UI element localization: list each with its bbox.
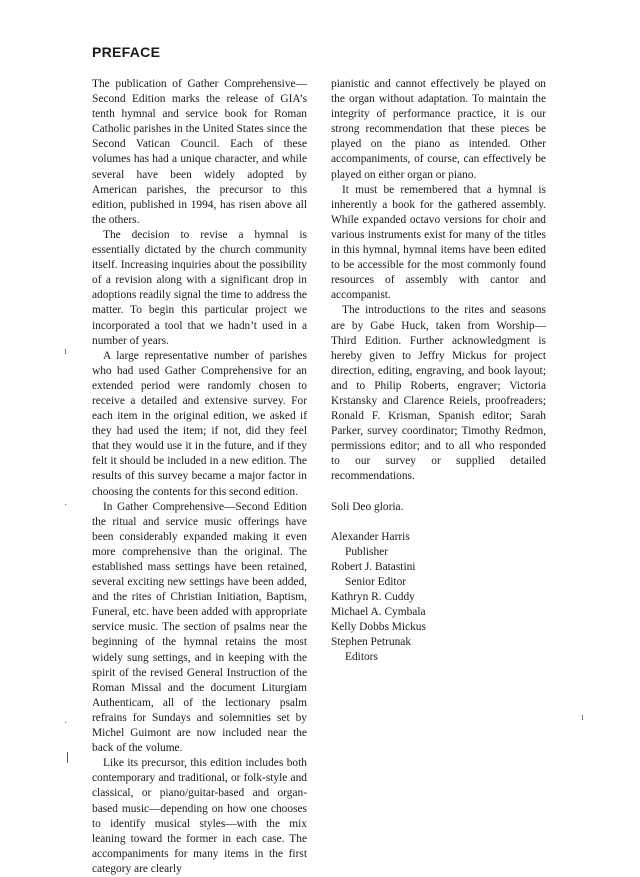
signatory-name: Alexander Harris xyxy=(331,530,410,543)
signatory-role: Senior Editor xyxy=(345,575,407,588)
closing-line: Soli Deo gloria. xyxy=(331,500,404,513)
scan-mark: · xyxy=(64,718,68,729)
signatory-role: Publisher xyxy=(345,545,389,558)
paragraph-5: Like its precursor, this edition includes both contemporary and traditional, or folk-style and classical, or piano/guitar-based and organ-based music—depending on how one chooses to identify musical styles—with the mix leaning toward the former in each case. The accompaniments for many items in the first category are clearly xyxy=(92,757,307,875)
paragraph-2: The decision to revise a hymnal is essentially dictated by the church community itself. Increasing inquiries about the possibility of a revision along with a significant drop in adoptions readily signal the time to address the matter. To begin this particular project we incorporated a tool that we hadn’t used in a number of years. xyxy=(92,228,307,347)
right-column xyxy=(331,77,546,665)
signatory-name: Kelly Dobbs Mickus xyxy=(331,621,426,634)
signature-block xyxy=(331,530,546,666)
paragraph-1: The publication of Gather Comprehensive—Second Edition marks the release of GIA’s tenth hymnal and service book for Roman Catholic parishes in the United States since the Second Vatican Council. Each of these volumes has had a unique character, and while several have been widely adopted by American parishes, the precursor to this edition, published in 1994, has risen above all the others. xyxy=(92,78,307,226)
signatory-role: Editors xyxy=(345,651,378,664)
left-column xyxy=(92,77,307,877)
scan-mark: · xyxy=(64,500,68,511)
paragraph-7: It must be remembered that a hymnal is inherently a book for the gathered assembly. While expanded octavo versions for choir and various instruments exist for many of the titles in this hymnal, hymnal items have been edited to be accessible for the most commonly found resources of assembly with cantor and accompanist. xyxy=(331,183,546,302)
signatory-name: Robert J. Batastini xyxy=(331,560,416,573)
signatory-name: Michael A. Cymbala xyxy=(331,606,426,619)
paragraph-3: A large representative number of parishes who had used Gather Comprehensive for an extended period were randomly chosen to receive a detailed and extensive survey. For each item in the original edition, we asked if they had used the item; if not, did they feel that they would use it in the future, and if they felt it should be included in a new edition. The results of this survey became a major factor in choosing the contents for this second edition. xyxy=(92,349,307,498)
page-heading: PREFACE xyxy=(92,44,161,60)
scan-mark: ı xyxy=(581,712,584,723)
signatory-name: Kathryn R. Cuddy xyxy=(331,591,415,603)
paragraph-6: pianistic and cannot effectively be played on the organ without adaptation. To maintain the integrity of performance practice, it is our strong recommendation that these pieces be played on the piano as intended. Other accompaniments, of course, can effectively be played on either organ or piano. xyxy=(331,78,546,181)
scan-mark: ǀ xyxy=(66,750,70,767)
signatory-name: Stephen Petrunak xyxy=(331,636,412,649)
scan-mark: ı xyxy=(64,346,67,357)
paragraph-8: The introductions to the rites and seasons are by Gabe Huck, taken from Worship—Third Edition. Further acknowledgment is hereby given to Jeffry Mickus for project direction, editing, engraving, and book layout; and to Philip Roberts, engraver; Victoria Krstansky and Clarence Reiels, proofreaders; Ronald F. Krisman, Spanish editor; Sarah Parker, survey coordinator; Timothy Redmon, permissions editor; and to all who responded to our survey or supplied detailed recommendations. xyxy=(331,304,546,483)
paragraph-4: In Gather Comprehensive—Second Edition the ritual and service music offerings have been considerably expanded making it even more comprehensive than the original. The established mass settings have been retained, several exciting new settings have been added, and the rites of Christian Initiation, Baptism, Funeral, etc. have been added with appropriate service music. The section of psalms near the beginning of the hymnal retains the most widely sung settings, and in keeping with the spirit of the revised General Instruction of the Roman Missal and the document Liturgiam Authenticam, all of the lectionary psalm refrains for Sundays and solemnities set by Michel Guimont are now included near the back of the volume. xyxy=(92,500,307,755)
